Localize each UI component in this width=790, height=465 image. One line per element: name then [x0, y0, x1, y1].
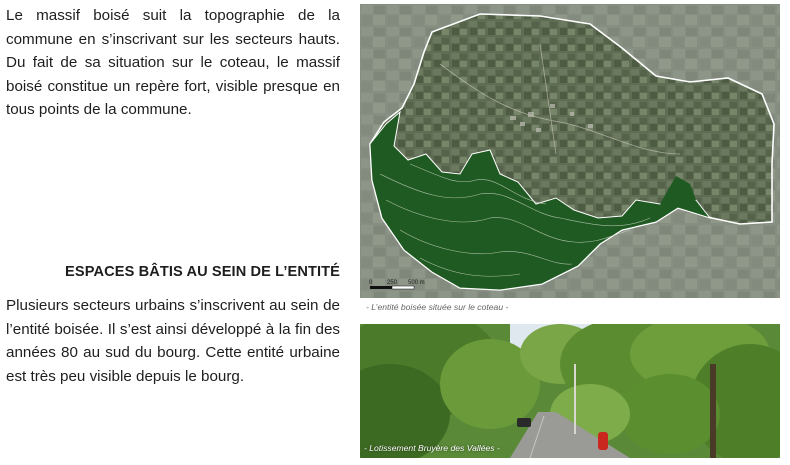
scale-label-250: 250: [387, 280, 398, 286]
section-paragraph: Plusieurs secteurs urbains s’inscrivent au sein de l’entité boisée. Il s’est ainsi développé à la fin des années 80 au sud du bourg. Cette entité urbaine est très peu visible depuis le bourg.: [6, 297, 340, 385]
aerial-map-figure: [360, 4, 780, 298]
map-caption: - L’entité boisée située sur le coteau -: [366, 302, 509, 312]
intro-paragraph: Le massif boisé suit la topographie de la commune en s’inscrivant sur les secteurs hauts. Du fait de sa situation sur le coteau, le massif boisé constitue un repère fort, visible presque en tous points de la commune.: [6, 7, 340, 119]
photo-caption: - Lotissement Bruyère des Vallées -: [364, 443, 500, 453]
parked-car: [517, 418, 531, 427]
section-heading: ESPACES BÂTIS AU SEIN DE L’ENTITÉ: [65, 264, 340, 280]
street-photo: [360, 324, 780, 458]
aerial-map: [360, 4, 780, 298]
scale-label-0: 0: [369, 280, 373, 286]
street-photo-figure: [360, 324, 780, 458]
fire-hydrant: [598, 432, 608, 450]
scale-label-500: 500 m: [408, 280, 425, 286]
